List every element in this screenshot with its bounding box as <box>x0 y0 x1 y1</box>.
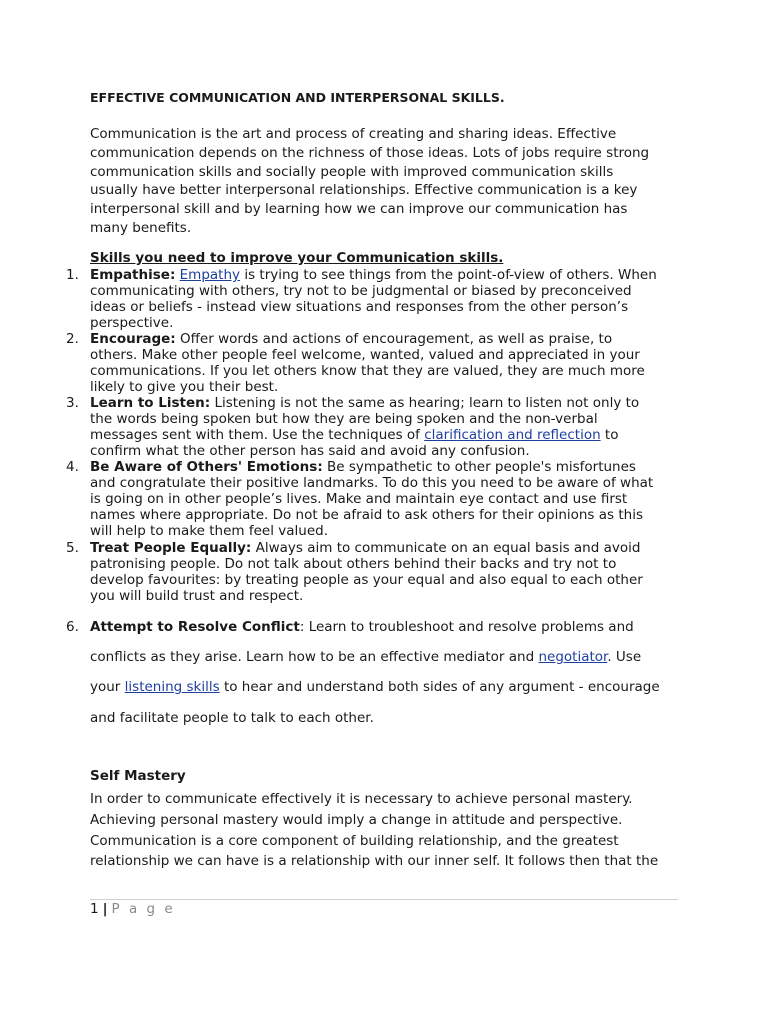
item-line: and congratulate their positive landmarks. To do this you need to be aware of what <box>90 475 654 491</box>
skill-item-treat-people-equally <box>66 540 690 604</box>
intro-line: communication depends on the richness of those ideas. Lots of jobs require strong <box>90 144 650 161</box>
page-label: P a g e <box>111 901 176 917</box>
item-line <box>90 672 690 702</box>
item-text: Offer words and actions of encouragement, as well as praise, to <box>175 331 613 347</box>
item-text: is trying to see things from the point-of-view of others. When <box>240 267 657 283</box>
clarification-reflection-link[interactable]: clarification and reflection <box>424 427 601 443</box>
item-line: and facilitate people to talk to each other. <box>90 709 374 726</box>
intro-line: interpersonal skill and by learning how we can improve our communication has <box>90 201 628 218</box>
skill-item-empathise <box>66 267 690 331</box>
item-text: to <box>600 427 619 443</box>
item-line <box>90 395 690 411</box>
page-footer <box>90 901 175 918</box>
intro-line: many benefits. <box>90 219 192 236</box>
intro-line: Communication is the art and process of creating and sharing ideas. Effective <box>90 126 617 142</box>
item-label: Attempt to Resolve Conflict <box>90 619 300 635</box>
item-line: names where appropriate. Do not be afraid to ask others for their opinions as this <box>90 507 643 523</box>
item-label: Treat People Equally: <box>90 540 252 556</box>
item-line: perspective. <box>90 315 174 331</box>
item-line: develop favourites: by treating people as your equal and also equal to each other <box>90 572 643 588</box>
intro-line: usually have better interpersonal relationships. Effective communication is a key <box>90 182 638 199</box>
item-line: others. Make other people feel welcome, wanted, valued and appreciated in your <box>90 347 640 363</box>
skill-item-learn-to-listen <box>66 395 690 459</box>
item-text: to hear and understand both sides of any argument - encourage <box>219 679 660 696</box>
negotiator-link[interactable]: negotiator <box>538 649 608 666</box>
item-line <box>90 459 690 475</box>
empathy-link[interactable]: Empathy <box>179 267 241 283</box>
item-text: Always aim to communicate on an equal basis and avoid <box>251 540 641 556</box>
item-line: you will build trust and respect. <box>90 588 304 604</box>
list-number: 4. <box>66 459 79 475</box>
skill-item-resolve-conflict <box>66 612 690 733</box>
item-text: : Learn to troubleshoot and resolve problems and <box>299 619 634 635</box>
item-line: communications. If you let others know that they are valued, they are much more <box>90 363 645 379</box>
item-text: conflicts as they arise. Learn how to be an effective mediator and <box>90 649 539 666</box>
item-text: Listening is not the same as hearing; learn to listen not only to <box>210 395 640 411</box>
item-line: confirm what the other person has said and avoid any confusion. <box>90 443 530 459</box>
intro-line: communication skills and socially people with improved communication skills <box>90 163 614 180</box>
list-number: 6. <box>66 619 79 635</box>
self-mastery-paragraph <box>90 789 690 872</box>
item-line: patronising people. Do not talk about others behind their backs and try not to <box>90 556 617 572</box>
item-text: . Use <box>607 649 642 666</box>
paragraph-line: Achieving personal mastery would imply a change in attitude and perspective. <box>90 811 623 828</box>
skill-item-encourage <box>66 331 690 395</box>
item-line <box>90 612 690 642</box>
self-mastery-heading: Self Mastery <box>90 768 186 784</box>
footer-separator: | <box>102 901 108 917</box>
item-text: messages sent with them. Use the techniques of <box>90 427 425 443</box>
intro-paragraph <box>90 125 680 238</box>
item-line <box>90 427 690 443</box>
item-line: communicating with others, try not to be judgmental or biased by preconceived <box>90 283 632 299</box>
item-label: Be Aware of Others' Emotions: <box>90 459 323 475</box>
list-number: 2. <box>66 331 79 347</box>
item-line: likely to give you their best. <box>90 379 279 395</box>
paragraph-line: Communication is a core component of building relationship, and the greatest <box>90 832 619 849</box>
item-line: ideas or beliefs - instead view situations and responses from the other person’s <box>90 299 629 315</box>
item-label: Encourage: <box>90 331 176 347</box>
item-line <box>90 540 690 556</box>
page-number: 1 <box>90 901 99 917</box>
paragraph-line: relationship we can have is a relationship with our inner self. It follows then that the <box>90 853 659 870</box>
item-label: Empathise: <box>90 267 176 283</box>
item-line <box>90 642 690 672</box>
listening-skills-link[interactable]: listening skills <box>124 679 220 696</box>
list-number: 1. <box>66 267 79 283</box>
skill-item-be-aware-of-emotions <box>66 459 690 539</box>
skills-heading: Skills you need to improve your Communication skills. <box>90 250 504 266</box>
item-text: Be sympathetic to other people's misfortunes <box>322 459 636 475</box>
item-label: Learn to Listen: <box>90 395 211 411</box>
item-line: will help to make them feel valued. <box>90 523 328 539</box>
item-line: the words being spoken but how they are being spoken and the non-verbal <box>90 411 598 427</box>
footer-divider <box>90 899 678 900</box>
list-number: 3. <box>66 395 79 411</box>
item-text: your <box>90 679 125 696</box>
item-line <box>90 331 690 347</box>
document-title: EFFECTIVE COMMUNICATION AND INTERPERSONAL SKILLS. <box>90 90 505 105</box>
item-line <box>90 267 690 283</box>
paragraph-line: In order to communicate effectively it is necessary to achieve personal mastery. <box>90 791 633 807</box>
list-number: 5. <box>66 540 79 556</box>
item-line: is going on in other people’s lives. Make and maintain eye contact and use first <box>90 491 628 507</box>
